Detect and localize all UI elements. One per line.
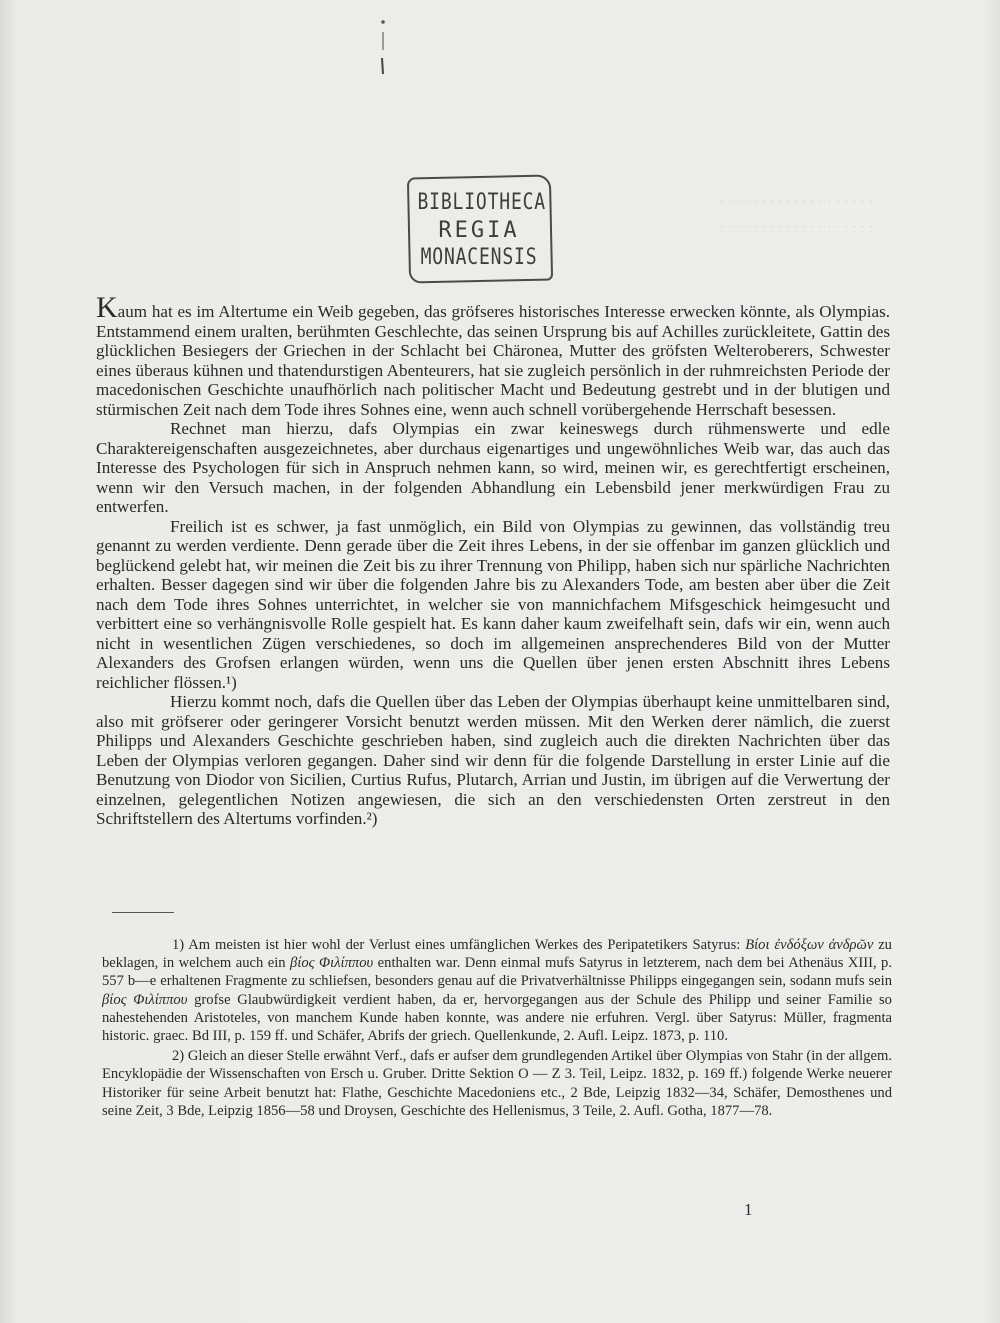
greek-title: βίος Φιλίππου	[102, 991, 188, 1008]
bleed-through-text: · · · · · · · · · · · · · · · · · · ·	[720, 220, 873, 235]
greek-title: Βίοι ἐνδόξων ἀνδρῶν	[745, 937, 874, 953]
stamp-line-2: REGIA	[438, 218, 520, 243]
footnote-1-text: grofse Glaubwürdigkeit verdient haben, da er, hervorgegangen aus der Schule des Philipp und seiner Familie so nahestehenden Aristoteles, von manchem Kunde haben konnte, was andere nie erfuhren. Vergl. über Satyrus: Müller, fragmenta historic. graec. Bd III, p. 159 ff. und Schäfer, Abrifs der griech. Quellenkunde, 2. Aufl. Leipz. 1873, p. 110.	[102, 991, 892, 1045]
paragraph-4: Hierzu kommt noch, dafs die Quellen über das Leben der Olympias überhaupt keine unmittelbaren sind, also mit gröfserer oder geringerer Vorsicht benutzt werden müssen. Mit den Werken derer nämlich, die zuerst Philipps und Alexanders Geschichte geschrieben haben, sind zugleich auch die direkten Nachrichten über das Leben der Olympias verloren gegangen. Daher sind wir denn für die folgende Darstellung in erster Linie auf die Benutzung von Diodor von Sicilien, Curtius Rufus, Plutarch, Arrian und Justin, im übrigen auf die Verwertung der einzelnen, gelegentlichen Notizen angewiesen, die sich an den verschiedensten Orten zerstreut in den Schriftstellern des Altertums vorfinden.²)	[96, 692, 890, 828]
footnote-rule	[112, 912, 174, 913]
page-number: 1	[744, 1200, 753, 1219]
main-text	[96, 291, 890, 829]
stamp-line-1: BIBLIOTHECA	[417, 190, 546, 215]
paragraph-1	[96, 291, 890, 419]
footnote-1	[102, 936, 892, 1045]
paragraph-2: Rechnet man hierzu, dafs Olympias ein zwar keineswegs durch rühmenswerte und edle Charaktereigenschaften ausgezeichnetes, aber durchaus eigenartiges und ungewöhnliches Weib war, das auch das Interesse des Psychologen für sich in Anspruch nehmen kann, so wird, meinen wir, es gerechtfertigt erscheinen, wenn wir den Versuch machen, in der folgenden Abhandlung ein Lebensbild jener merkwürdigen Frau zu entwerfen.	[96, 419, 890, 516]
paragraph-1-text: aum hat es im Altertume ein Weib gegeben, das gröfseres historisches Interesse erwecken könnte, als Olympias. Entstammend einem uralten, berühmten Geschlechte, das seinen Ursprung bis auf Achilles zurückleitete, Gattin des glücklichen Besiegers der Griechen in der Schlacht bei Chäronea, Mutter des gröfsten Welteroberers, Schwester eines überaus kühnen und thatendurstigen Abenteurers, hat sie zugleich persönlich in der ruhmreichsten Periode der macedonischen Geschichte unaufhörlich nach politischer Macht und Bedeutung gestrebt und in der blutigen und stürmischen Zeit nach dem Tode ihres Sohnes eine, wenn auch schnell vorübergehende Herrschaft besessen.	[96, 302, 890, 419]
drop-cap: K	[96, 291, 118, 324]
ink-mark	[378, 18, 388, 76]
footnote-1-text: enthalten war. Denn einmal mufs Satyrus in letzterem, nach dem bei Athenäus XIII, p. 557 b—e erhaltenen Fragmente zu schliefsen, besonders genau auf die Privatverhältnisse Philipps eingegangen sein, sodann mufs sein	[102, 955, 893, 990]
footnote-1-text: zu beklagen, in welchem auch ein	[102, 937, 892, 972]
footnote-2: 2) Gleich an dieser Stelle erwähnt Verf., dafs er aufser dem grundlegenden Artikel über Olympias von Stahr (in der allgem. Encyklopädie der Wissenschaften von Ersch u. Gruber. Dritte Sektion O — Z 3. Teil, Leipz. 1832, p. 169 ff.) folgende Werke neuerer Historiker für seine Arbeit benutzt hat: Flathe, Geschichte Macedoniens etc., 2 Bde, Leipzig 1832—34, Schäfer, Demosthenes und seine Zeit, 3 Bde, Leipzig 1856—58 und Droysen, Geschichte des Hellenismus, 3 Teile, 2. Aufl. Gotha, 1877—78.	[102, 1048, 892, 1119]
bleed-through-text: · · · · · · · · · · · · · · · · · · ·	[720, 195, 873, 210]
footnotes	[102, 936, 892, 1120]
footnote-1-text: 1) Am meisten ist hier wohl der Verlust eines umfänglichen Werkes des Peripatetikers Satyrus:	[172, 937, 746, 953]
greek-title: βίος Φιλίππου	[290, 955, 374, 972]
paragraph-3: Freilich ist es schwer, ja fast unmöglich, ein Bild von Olympias zu gewinnen, das vollständig treu genannt zu werden verdiente. Denn gerade über die Zeit ihres Lebens, in der sie offenbar im ganzen glücklich und beglückend gelebt hat, wir meinen die Zeit bis zu ihrer Trennung von Philipp, haben sich nur spärliche Nachrichten erhalten. Besser dagegen sind wir über die folgenden Jahre bis zu Alexanders Tode, am besten aber über die Zeit nach dem Tode ihres Sohnes unterrichtet, in welcher sie von mannichfachem Mifsgeschick heimgesucht und verbittert eine so verhängnisvolle Rolle gespielt hat. Es kann daher kaum zweifelhaft sein, dafs wir ein, wenn auch nicht in wesentlichen Zügen verschiedenes, so doch im allgemeinen ansprechenderes Bild von der Mutter Alexanders des Grofsen erlangen würden, wenn uns die Quellen über jenen ersten Abschnitt ihres Lebens reichlicher flössen.¹)	[96, 516, 890, 692]
stamp-line-3: MONACENSIS	[420, 245, 538, 270]
library-stamp	[404, 168, 554, 286]
